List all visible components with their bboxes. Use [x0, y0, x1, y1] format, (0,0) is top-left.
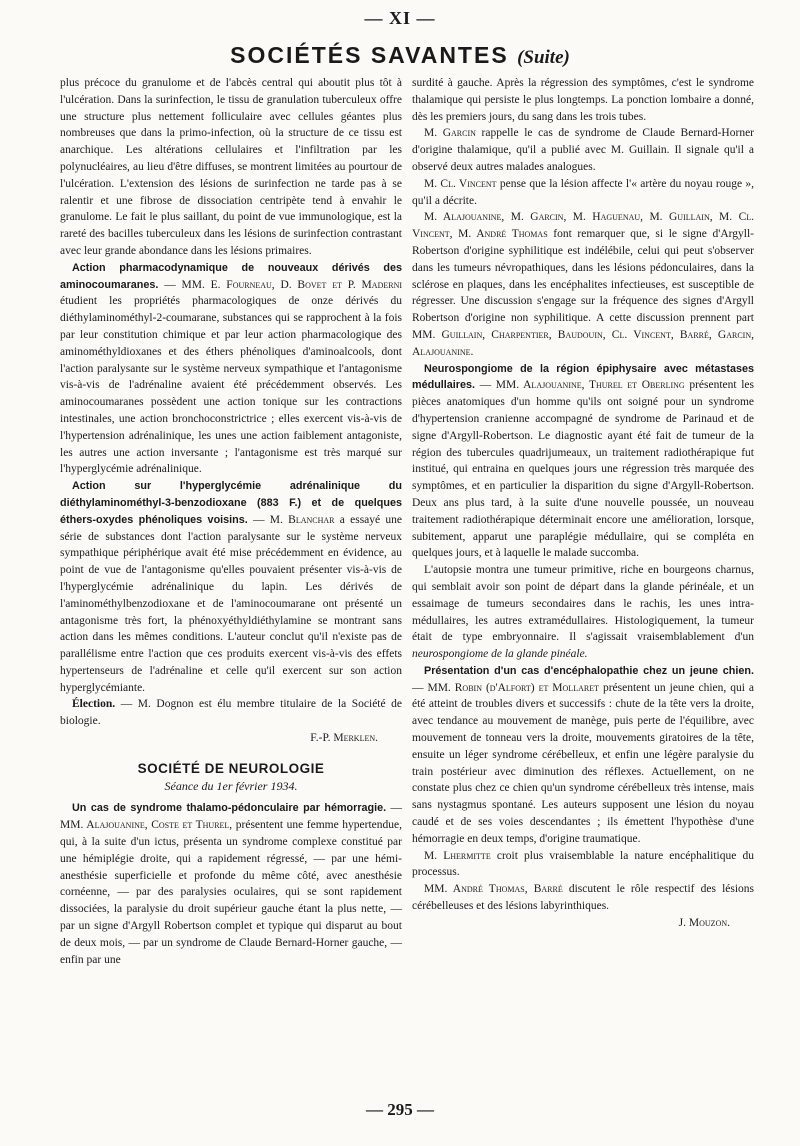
article-authors: — MM. Alajouanine, Coste et Thurel,: [60, 802, 402, 832]
article-authors: — MM. Alajouanine, Thurel et Oberling: [479, 379, 685, 392]
article-text: étudient les propriétés pharmacologiques de onze dérivés du diéthylaminométhyl-2-coumarane, substances qui se rapprochent à la fois par leur constitution chimique et par leur action pharmacologique des aminométhyldioxanes et des éthers phénoliques d'aminoalcools, dont l'action paralysante sur le système nerveux sympathique et l'antagonisme vis-à-vis de l'adrénaline avaient été précédemment observés. Les aminocoumaranes possèdent une action tonique sur les contractions intestinales, une action bronchoconstrictrice ; elles exercent vis-à-vis de l'hypertension adrénalinique, les unes une action faiblement antagoniste, les autres une action inversante ; l'antagonisme est très marqué sur l'hyperglycémie adrénalinique.: [60, 295, 402, 476]
left-paragraph-5: [60, 800, 402, 968]
article-text: présentent un jeune chien, qui a été atteint de troubles divers et successifs : chute de la tête vers la droite, avec tendance au mouvement de manège, puis perte de l'équilibre, avec mouvement de tonneau vers la droite, mouvements giratoires de la tête, ensuite un léger syndrome cérébelleux, et enfin une légère paralysie du train postérieur avec diminution des réflexes. Actuellement, on ne constate plus chez ce chien qu'un syndrome cérébelleux très intense, mais sans nystagmus spontané. Les auteurs supposent une lésion du noyau caudé et de ses voies descendantes ; ils émettent l'hypothèse d'une hémorragie en deux temps, d'origine traumatique.: [412, 681, 755, 845]
article-text-italic: neurospongiome de la glande pinéale.: [412, 648, 588, 661]
section-date: Séance du 1er février 1934.: [164, 778, 298, 793]
right-paragraph-9: [412, 881, 754, 915]
article-heading: Action pharmacodynamique de nouveaux dérivés des aminocoumaranes.: [60, 261, 402, 291]
running-title-suite: (Suite): [517, 47, 570, 68]
right-paragraph-8: [412, 848, 754, 882]
running-title: [0, 42, 800, 69]
discussion-participants: Guillain, Charpentier, Baudouin, Cl. Vincent, Barré, Garcin, Alajouanine.: [412, 328, 754, 358]
article-authors: — M. Blanchar: [253, 513, 335, 526]
right-paragraph-4: [412, 209, 754, 360]
running-title-main: SOCIÉTÉS SAVANTES: [230, 42, 509, 68]
signature: F.-P. Merklen.: [310, 732, 378, 745]
right-paragraph-1: surdité à gauche. Après la régression des symptômes, c'est le syndrome thalamique qui persiste le plus longtemps. La ponction lombaire a donné, dès les premiers jours, du sang dans les trois tubes.: [412, 77, 754, 123]
article-heading: Neurospongiome de la région épiphysaire avec métastases médullaires.: [412, 362, 754, 392]
article-heading: Un cas de syndrome thalamo-pédonculaire par hémorragie.: [72, 802, 387, 815]
signature: J. Mouzon.: [678, 916, 730, 929]
article-text: L'autopsie montra une tumeur primitive, riche en bourgeons charnus, qui semblait avoir son point de départ dans la glande périnéale, et un essaimage de tumeurs secondaires dans le rachis, les unes intra-médullaires, les autres extramédullaires. Histologiquement, la tumeur était de type embryonnaire. Il s'agissait vraisemblablement d'un: [412, 564, 754, 644]
article-authors: M. Cl. Vincent: [424, 177, 497, 190]
article-heading: Élection.: [72, 698, 116, 711]
article-text: croit plus vraisemblable la nature encéphalitique du processus.: [412, 849, 754, 879]
article-text: discutent le rôle respectif des lésions cérébelleuses et des lésions labyrinthiques.: [412, 883, 755, 913]
article-heading: Action sur l'hyperglycémie adrénalinique du diéthylaminométhyl-3-benzodioxane (883 F.) et de quelques éthers-oxydes phénoliques voisins.: [60, 480, 402, 526]
page-number: — 295 —: [366, 1100, 434, 1119]
article-text: présentent les pièces anatomiques d'un homme qu'ils ont soigné pour un syndrome d'hypertension cranienne accompagné de syndrome de Parinaud et de signe d'Argyll-Robertson. Le diagnostic ayant été fait de tumeur de la région des tubercules quadrijumeaux, un traitement radiothérapique fut institué, qui entraina en quelques jours une régression très marquée des symptômes, et en particulier la disparition du signe d'Argyll-Robertson. Deux ans plus tard, à la suite d'une nouvelle poussée, un nouveau traitement radiothérapique déterminait encore une amélioration, lorsque, subitement, apparut une paraplégie médullaire, qui se compléta en quelques jours, et à laquelle le malade succomba.: [412, 379, 754, 560]
right-paragraph-6: [412, 562, 754, 663]
right-paragraph-2: [412, 125, 754, 175]
article-authors: M. Lhermitte: [424, 849, 491, 862]
article-authors: — MM. Robin (d'Alfort) et Mollaret: [412, 681, 599, 694]
left-paragraph-2: [60, 260, 402, 478]
article-text: a essayé une série de substances dont l'action paralysante sur le système nerveux sympathique périphérique avait été mise précédemment en évidence, au point de vue de l'antagonisme qu'elles pouvaient présenter vis-à-vis de l'hyperglycémie adrénalinique du lapin. Les dérivés de l'aminométhylbenzodioxane et de l'aminocoumarane ont présenté un antagonisme très fort, la phénoxyéthyldiéthylamine se montrant sans action dans les mêmes conditions. L'auteur conclut qu'il n'existe pas de parallélisme entre l'action que ces produits exercent vis-à-vis des effets hypertenseurs de l'adrénaline et celle qu'il exercent sur son action hyperglycémiante.: [60, 513, 403, 694]
right-column: [412, 75, 754, 932]
left-paragraph-4: [60, 696, 402, 730]
right-paragraph-7: [412, 663, 754, 848]
article-authors: MM. André Thomas, Barré: [424, 883, 563, 896]
right-paragraph-5: [412, 361, 754, 563]
folio-roman: — XI —: [364, 8, 436, 28]
article-text: rappelle le cas de syndrome de Claude Bernard-Horner d'origine thalamique, qu'il a publié avec M. Guillain. Il signale qu'il a observé deux autres malades analogues.: [412, 127, 754, 173]
left-column: [60, 75, 402, 968]
article-heading: Présentation d'un cas d'encéphalopathie chez un jeune chien.: [424, 664, 754, 677]
section-title: SOCIÉTÉ DE NEUROLOGIE: [137, 760, 325, 776]
article-authors: M. Alajouanine, M. Garcin, M. Haguenau, M. Guillain, M. Cl. Vincent, M. André Thomas: [412, 211, 754, 241]
article-text: — M. Dognon est élu membre titulaire de la Société de biologie.: [60, 698, 403, 728]
article-text: présentent une femme hypertendue, qui, à la suite d'un ictus, présenta un syndrome complexe constitué par une hémiplégie droite, qui a rapidement régressé, — par une hémi-anesthésie superficielle et profonde du même côté, avec anesthésie cornéenne, — par des paralysies oculaires, qui se sont rapidement dissociées, la paralysie du droit supérieur gauche étant la plus nette, — par un signe d'Argyll Robertson complet et typique qui disparut au bout de deux mois, — par un syndrome de Claude Bernard-Horner gauche, — enfin par une: [60, 819, 402, 966]
left-paragraph-1: plus précoce du granulome et de l'abcès central qui aboutit plus tôt à l'ulcération. Dans la surinfection, le tissu de granulation tuberculeux offre une structure plus nettement folliculaire avec cellules géantes plus nombreuses que dans la primo-infection, où la structure de ce tissu est anarchique. Les altérations cellulaires et l'infiltration par les polynucléaires, au lieu d'être diffuses, se montrent limitées au pourtour de l'ulcération. L'extension des lésions de surinfection ne tarde pas à se ralentir et une fibrose de dissociation centripète tend à envahir le granulome. Le fait le plus saillant, du point de vue immunologique, est la rareté des bacilles tuberculeux dans les lésions de surinfection contrastant avec leur grande abondance dans les lésions primaires.: [60, 77, 402, 257]
article-text: font remarquer que, si le signe d'Argyll-Robertson d'origine syphilitique est indélébile, celui qui peut s'observer dans les tumeurs névropathiques, dans les lésions pédonculaires, dans la sclérose en plaques, dans les encéphalites infectieuses, est susceptible de régresser. Une discussion s'engage sur la fréquence des signes d'Argyll Robertson d'origine non syphilitique. A cette discussion prennent part MM.: [412, 228, 754, 341]
right-paragraph-3: [412, 176, 754, 210]
article-authors: M. Garcin: [424, 127, 476, 140]
article-text: pense que la lésion affecte l'« artère du noyau rouge », qu'il a décrite.: [412, 177, 754, 207]
article-authors: — MM. E. Fourneau, D. Bovet et P. Maderni: [164, 278, 403, 291]
left-paragraph-3: [60, 478, 402, 696]
